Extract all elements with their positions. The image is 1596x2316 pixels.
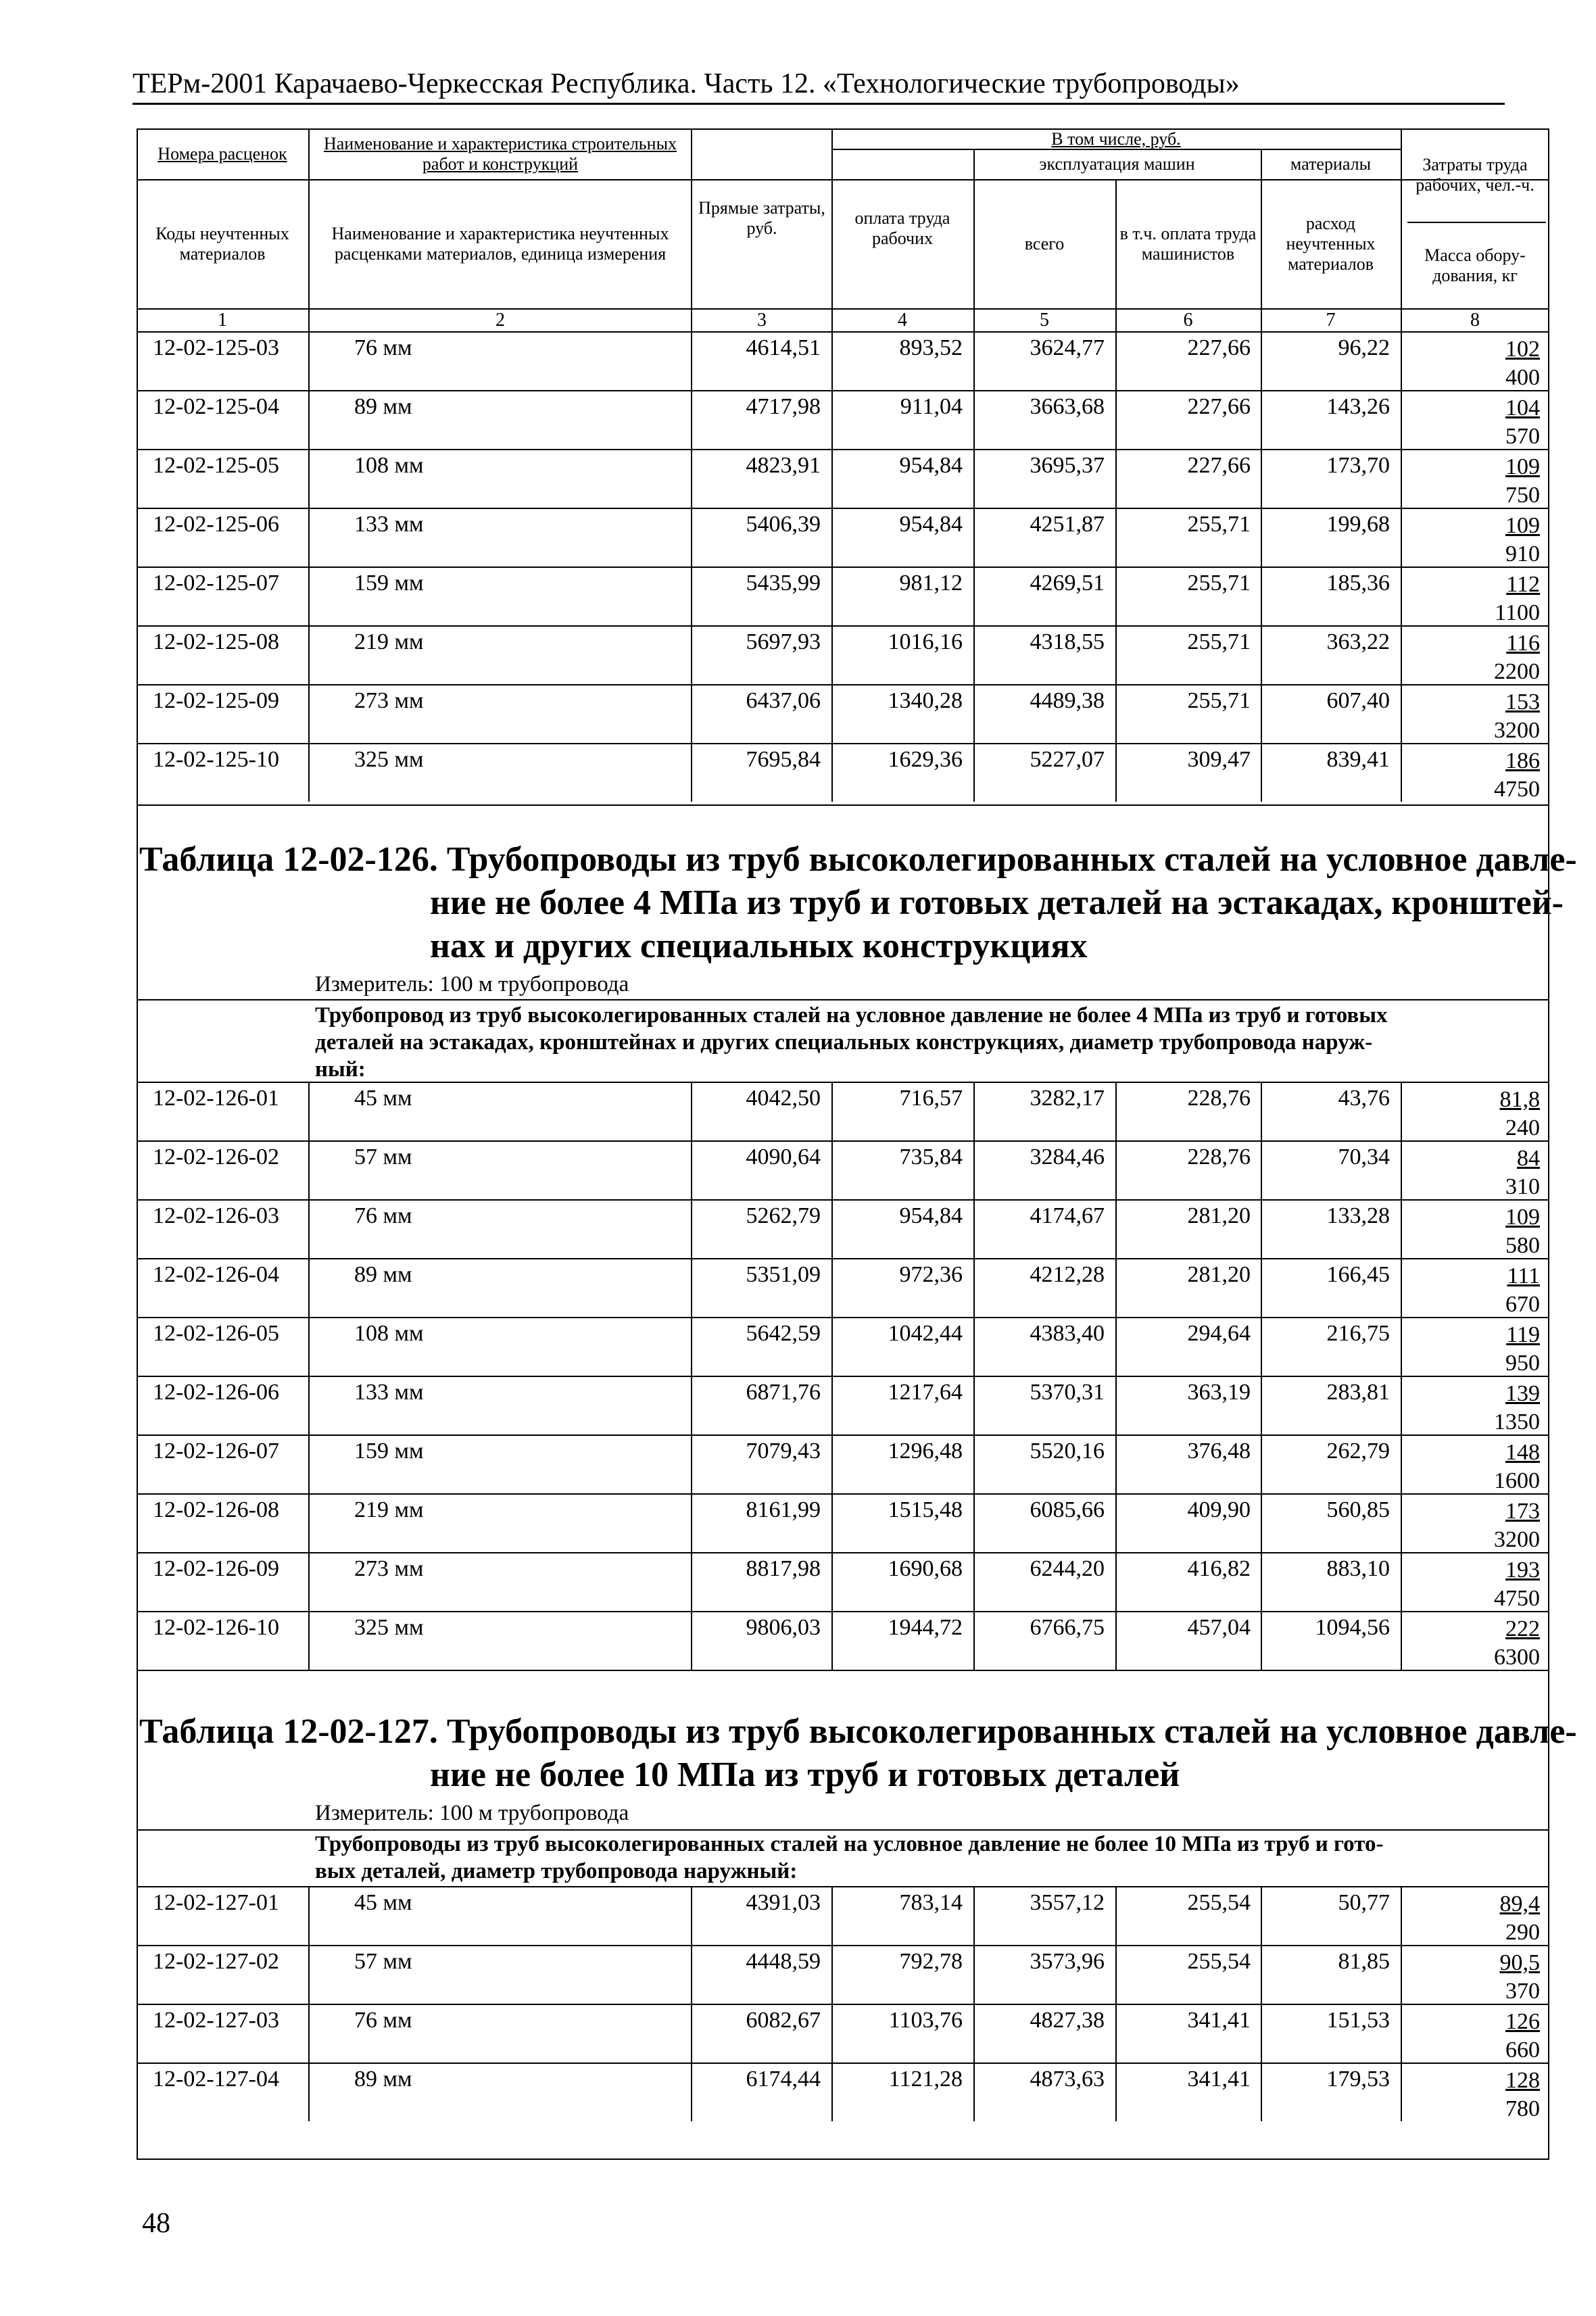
item-name: 89 мм <box>354 1262 412 1287</box>
table-126-group-line-3: ный: <box>315 1057 366 1082</box>
item-name: 108 мм <box>354 1321 424 1346</box>
value-mach: 3663,68 <box>1030 394 1105 419</box>
value-direct: 8161,99 <box>746 1497 821 1522</box>
mass-value: 670 <box>1505 1292 1540 1317</box>
item-name: 57 мм <box>354 1949 412 1974</box>
value-direct: 8817,98 <box>746 1556 821 1581</box>
mass-value: 910 <box>1505 541 1540 566</box>
labor-mass-cell <box>1505 1203 1540 1260</box>
value-mat: 363,22 <box>1326 629 1390 654</box>
item-name: 76 мм <box>354 335 412 360</box>
rate-code: 12-02-125-10 <box>153 747 279 772</box>
item-name: 159 мм <box>354 571 424 596</box>
value-mach: 4269,51 <box>1030 571 1105 596</box>
row-divider <box>137 1434 1549 1436</box>
value-direct: 4090,64 <box>746 1144 821 1169</box>
hdr-col2-top: Наименование и характеристика строительных работ и конструкций <box>323 134 677 174</box>
rate-code: 12-02-126-10 <box>153 1615 279 1640</box>
value-wages: 954,84 <box>899 512 963 537</box>
value-mach: 4318,55 <box>1030 629 1105 654</box>
table-127-meter: Измеритель: 100 м трубопровода <box>315 1801 629 1825</box>
value-direct: 4448,59 <box>746 1949 821 1974</box>
rate-code: 12-02-125-07 <box>153 571 279 596</box>
value-mach_w: 341,41 <box>1187 2008 1251 2033</box>
value-direct: 4042,50 <box>746 1086 821 1111</box>
item-name: 57 мм <box>354 1144 412 1169</box>
value-direct: 5406,39 <box>746 512 821 537</box>
value-direct: 4391,03 <box>746 1890 821 1915</box>
item-name: 76 мм <box>354 1203 412 1228</box>
rate-code: 12-02-125-05 <box>153 453 279 478</box>
value-mach: 5370,31 <box>1030 1380 1105 1405</box>
value-mat: 883,10 <box>1326 1556 1390 1581</box>
rate-code: 12-02-126-04 <box>153 1262 279 1287</box>
group-bottom-rule <box>137 1082 1549 1083</box>
labor-mass-cell <box>1494 1380 1540 1437</box>
value-mach_w: 294,64 <box>1187 1321 1251 1346</box>
value-wages: 893,52 <box>899 335 963 360</box>
value-direct: 4614,51 <box>746 335 821 360</box>
colnum-6: 6 <box>1183 310 1193 331</box>
rate-code: 12-02-125-09 <box>153 688 279 713</box>
value-direct: 4823,91 <box>746 453 821 478</box>
labor-mass-cell <box>1494 1556 1540 1613</box>
page-header: ТЕРм-2001 Карачаево-Черкесская Республика. Часть 12. «Технологические трубопроводы» <box>132 68 1240 99</box>
colnum-3: 3 <box>757 310 767 331</box>
labor-mass-cell <box>1494 1615 1540 1672</box>
labor-mass-cell <box>1494 747 1540 804</box>
value-mach_w: 227,66 <box>1187 453 1251 478</box>
row-divider <box>137 1140 1549 1142</box>
value-mat: 607,40 <box>1326 688 1390 713</box>
value-mach: 4873,63 <box>1030 2067 1105 2092</box>
value-wages: 1217,64 <box>888 1380 963 1405</box>
value-mat: 70,34 <box>1338 1144 1390 1169</box>
value-mat: 283,81 <box>1326 1380 1390 1405</box>
value-mat: 50,77 <box>1338 1890 1390 1915</box>
value-mach_w: 309,47 <box>1187 747 1251 772</box>
colnum-5: 5 <box>1040 310 1049 331</box>
labor-value: 119 <box>1506 1322 1540 1347</box>
value-mach_w: 416,82 <box>1187 1556 1251 1581</box>
hdr-machines: эксплуатация машин <box>1039 154 1195 174</box>
item-name: 159 мм <box>354 1439 424 1464</box>
mass-value: 950 <box>1505 1351 1540 1376</box>
labor-value: 102 <box>1505 337 1540 362</box>
labor-mass-cell <box>1505 2067 1540 2123</box>
rate-code: 12-02-126-01 <box>153 1086 279 1111</box>
labor-value: 173 <box>1505 1499 1540 1524</box>
row-divider <box>137 390 1549 391</box>
table-126-group-line-1: Трубопровод из труб высоколегированных сталей на условное давление не более 4 МПа из труб и готовых <box>315 1003 1388 1028</box>
value-mach_w: 255,54 <box>1187 1949 1251 1974</box>
hdr-col1-top: Номера расценок <box>158 144 287 164</box>
row-divider <box>137 743 1549 744</box>
mass-value: 570 <box>1505 424 1540 449</box>
labor-mass-cell <box>1494 688 1540 745</box>
table-127-group-line-1: Трубопроводы из труб высоколегированных сталей на условное давление не более 10 МПа из труб и гото- <box>315 1832 1384 1856</box>
value-direct: 6174,44 <box>746 2067 821 2092</box>
value-wages: 1944,72 <box>888 1615 963 1640</box>
mass-value: 290 <box>1505 1920 1540 1945</box>
labor-value: 109 <box>1505 454 1540 479</box>
labor-value: 81,8 <box>1499 1087 1540 1112</box>
labor-mass-cell <box>1505 394 1540 451</box>
labor-mass-cell <box>1500 1949 1541 2006</box>
labor-value: 109 <box>1505 513 1540 538</box>
value-mach: 3573,96 <box>1030 1949 1105 1974</box>
labor-mass-cell <box>1500 1086 1541 1142</box>
value-direct: 5351,09 <box>746 1262 821 1287</box>
rate-code: 12-02-125-06 <box>153 512 279 537</box>
value-mach: 3557,12 <box>1030 1890 1105 1915</box>
labor-value: 111 <box>1507 1263 1540 1288</box>
rate-code: 12-02-125-04 <box>153 394 279 419</box>
hdr-materials: материалы <box>1290 154 1372 174</box>
item-name: 45 мм <box>354 1086 412 1111</box>
value-wages: 735,84 <box>899 1144 963 1169</box>
row-divider <box>137 1945 1549 1946</box>
value-mach: 4212,28 <box>1030 1262 1105 1287</box>
labor-mass-cell <box>1494 1439 1540 1495</box>
rate-code: 12-02-127-03 <box>153 2008 279 2033</box>
value-wages: 716,57 <box>899 1086 963 1111</box>
value-mat: 216,75 <box>1326 1321 1390 1346</box>
value-mach: 4489,38 <box>1030 688 1105 713</box>
hdr-machines-total: всего <box>1024 234 1065 254</box>
hdr-direct: Прямые затраты, руб. <box>698 198 825 238</box>
labor-value: 193 <box>1505 1558 1540 1583</box>
table-126-group-line-2: деталей на эстакадах, кронштейнах и других специальных конструкциях, диаметр трубопровода наруж- <box>315 1030 1373 1055</box>
labor-value: 126 <box>1505 2009 1540 2034</box>
value-mach: 3284,46 <box>1030 1144 1105 1169</box>
item-name: 273 мм <box>354 688 424 713</box>
value-wages: 911,04 <box>900 394 963 419</box>
mass-value: 400 <box>1505 365 1540 390</box>
value-mach: 6244,20 <box>1030 1556 1105 1581</box>
rate-code: 12-02-127-04 <box>153 2067 279 2092</box>
value-direct: 6082,67 <box>746 2008 821 2033</box>
row-divider <box>137 2004 1549 2005</box>
value-mat: 173,70 <box>1326 453 1390 478</box>
rate-code: 12-02-126-07 <box>153 1439 279 1464</box>
row-divider <box>137 1317 1549 1318</box>
row-divider <box>137 1258 1549 1259</box>
item-name: 89 мм <box>354 394 412 419</box>
colnum-8: 8 <box>1470 310 1480 331</box>
mass-value: 6300 <box>1494 1645 1540 1670</box>
rate-code: 12-02-126-08 <box>153 1497 279 1522</box>
value-mach: 4251,87 <box>1030 512 1105 537</box>
value-mach_w: 255,71 <box>1187 512 1251 537</box>
value-mach_w: 255,71 <box>1187 629 1251 654</box>
value-wages: 792,78 <box>899 1949 963 1974</box>
row-divider <box>137 508 1549 509</box>
value-mat: 96,22 <box>1338 335 1390 360</box>
value-mach: 3282,17 <box>1030 1086 1105 1111</box>
value-mat: 185,36 <box>1326 571 1390 596</box>
value-mach_w: 376,48 <box>1187 1439 1251 1464</box>
block-bottom-line <box>137 1670 1549 1671</box>
value-mat: 839,41 <box>1326 747 1390 772</box>
mass-value: 1100 <box>1495 600 1540 625</box>
row-divider <box>137 1376 1549 1377</box>
col-divider <box>691 128 692 331</box>
value-mach: 6766,75 <box>1030 1615 1105 1640</box>
item-name: 325 мм <box>354 747 424 772</box>
rate-code: 12-02-127-02 <box>153 1949 279 1974</box>
value-direct: 6871,76 <box>746 1380 821 1405</box>
mass-value: 780 <box>1505 2096 1540 2121</box>
value-mat: 143,26 <box>1326 394 1390 419</box>
value-mach_w: 409,90 <box>1187 1497 1251 1522</box>
value-mat: 43,76 <box>1338 1086 1390 1111</box>
item-name: 76 мм <box>354 2008 412 2033</box>
item-name: 89 мм <box>354 2067 412 2092</box>
table-127-group <box>315 1831 1532 1885</box>
rate-code: 12-02-126-09 <box>153 1556 279 1581</box>
mass-value: 240 <box>1505 1115 1540 1140</box>
value-wages: 1103,76 <box>888 2008 963 2033</box>
value-direct: 5642,59 <box>746 1321 821 1346</box>
value-wages: 1296,48 <box>888 1439 963 1464</box>
labor-mass-cell <box>1505 335 1540 392</box>
table-126-title-2: ние не более 4 МПа из труб и готовых деталей на эстакадах, кронштей- <box>430 884 1564 922</box>
hdr-wages: оплата труда рабочих <box>854 208 950 248</box>
rate-code: 12-02-126-03 <box>153 1203 279 1228</box>
mass-value: 310 <box>1505 1174 1540 1199</box>
colnum-7: 7 <box>1326 310 1336 331</box>
table-126-group <box>315 1002 1532 1083</box>
colnum-1: 1 <box>218 310 227 331</box>
meter-rule <box>137 1829 1549 1831</box>
item-name: 219 мм <box>354 1497 424 1522</box>
table-127-title-2: ние не более 10 МПа из труб и готовых деталей <box>430 1756 1180 1794</box>
value-mach: 3624,77 <box>1030 335 1105 360</box>
value-mach_w: 457,04 <box>1187 1615 1251 1640</box>
mass-value: 4750 <box>1494 777 1540 802</box>
section-rule <box>137 804 1549 806</box>
mass-value: 4750 <box>1494 1586 1540 1611</box>
value-mat: 133,28 <box>1326 1203 1390 1228</box>
value-mach_w: 255,71 <box>1187 571 1251 596</box>
item-name: 325 мм <box>354 1615 424 1640</box>
value-mat: 166,45 <box>1326 1262 1390 1287</box>
meter-rule <box>137 999 1549 1000</box>
value-direct: 5262,79 <box>746 1203 821 1228</box>
value-wages: 1121,28 <box>888 2067 963 2092</box>
hdr-col1-bottom: Коды неучтенных материалов <box>155 224 289 264</box>
value-wages: 1690,68 <box>888 1556 963 1581</box>
value-wages: 954,84 <box>899 1203 963 1228</box>
labor-value: 90,5 <box>1499 1950 1540 1975</box>
value-wages: 1340,28 <box>888 688 963 713</box>
colnum-4: 4 <box>898 310 907 331</box>
item-name: 273 мм <box>354 1556 424 1581</box>
colnum-bottom-line <box>137 331 1549 333</box>
labor-mass-cell <box>1494 1497 1540 1554</box>
row-divider <box>137 2062 1549 2064</box>
value-mat: 81,85 <box>1338 1949 1390 1974</box>
mass-value: 2200 <box>1494 659 1540 684</box>
row-divider <box>137 625 1549 627</box>
labor-value: 139 <box>1505 1381 1540 1406</box>
value-mach_w: 281,20 <box>1187 1262 1251 1287</box>
value-mat: 179,53 <box>1326 2067 1390 2092</box>
row-divider <box>137 1493 1549 1495</box>
hdr-materials-bottom: расход неучтенных материалов <box>1286 214 1376 274</box>
value-mach: 5520,16 <box>1030 1439 1105 1464</box>
value-mat: 262,79 <box>1326 1439 1390 1464</box>
col-divider <box>308 128 310 331</box>
value-direct: 4717,98 <box>746 394 821 419</box>
value-mach_w: 228,76 <box>1187 1086 1251 1111</box>
item-name: 45 мм <box>354 1890 412 1915</box>
item-name: 133 мм <box>354 512 424 537</box>
labor-value: 89,4 <box>1499 1891 1540 1916</box>
value-wages: 954,84 <box>899 453 963 478</box>
value-wages: 1016,16 <box>888 629 963 654</box>
hdr-labor: Затраты труда рабочих, чел.-ч. <box>1416 155 1534 195</box>
row-divider <box>137 566 1549 568</box>
value-direct: 9806,03 <box>746 1615 821 1640</box>
labor-mass-cell <box>1505 1262 1540 1319</box>
hdr-machines-wages: в т.ч. оплата труда машинистов <box>1119 224 1257 264</box>
row-divider <box>137 449 1549 450</box>
labor-value: 104 <box>1505 395 1540 420</box>
rate-code: 12-02-125-08 <box>153 629 279 654</box>
value-mach_w: 363,19 <box>1187 1380 1251 1405</box>
header-rule <box>132 103 1505 105</box>
value-wages: 1042,44 <box>888 1321 963 1346</box>
row-divider <box>137 684 1549 685</box>
rate-code: 12-02-126-06 <box>153 1380 279 1405</box>
labor-mass-cell <box>1505 1321 1540 1378</box>
hdr-mass: Масса обору- дования, кг <box>1424 245 1526 285</box>
table-126-title-1: Таблица 12-02-126. Трубопроводы из труб высоколегированных сталей на условное давле- <box>139 840 1577 879</box>
table-127-group-line-2: вых деталей, диаметр трубопровода наружный: <box>315 1859 798 1883</box>
value-mach_w: 227,66 <box>1187 394 1251 419</box>
labor-value: 153 <box>1505 690 1540 715</box>
mass-value: 660 <box>1505 2037 1540 2062</box>
rate-code: 12-02-126-05 <box>153 1321 279 1346</box>
labor-value: 128 <box>1505 2068 1540 2093</box>
value-mach_w: 341,41 <box>1187 2067 1251 2092</box>
group-bottom-rule <box>137 1886 1549 1887</box>
mass-value: 1350 <box>1494 1409 1540 1434</box>
value-mach_w: 255,54 <box>1187 1890 1251 1915</box>
rate-code: 12-02-127-01 <box>153 1890 279 1915</box>
table-126-meter: Измеритель: 100 м трубопровода <box>315 972 629 996</box>
rate-code: 12-02-126-02 <box>153 1144 279 1169</box>
value-direct: 5697,93 <box>746 629 821 654</box>
mass-value: 3200 <box>1494 718 1540 743</box>
hdr-including: В том числе, руб. <box>1051 129 1181 149</box>
item-name: 133 мм <box>354 1380 424 1405</box>
value-mat: 199,68 <box>1326 512 1390 537</box>
value-mach_w: 227,66 <box>1187 335 1251 360</box>
mass-value: 750 <box>1505 483 1540 508</box>
labor-value: 84 <box>1517 1146 1540 1171</box>
mass-value: 370 <box>1505 1979 1540 2004</box>
row-divider <box>137 1611 1549 1612</box>
value-direct: 5435,99 <box>746 571 821 596</box>
table-127-title-1: Таблица 12-02-127. Трубопроводы из труб высоколегированных сталей на условное давле- <box>139 1712 1577 1751</box>
value-wages: 783,14 <box>899 1890 963 1915</box>
page-number: 48 <box>142 2208 170 2239</box>
value-direct: 7079,43 <box>746 1439 821 1464</box>
labor-mass-cell <box>1500 1890 1541 1947</box>
colnum-2: 2 <box>495 310 505 331</box>
value-wages: 1515,48 <box>888 1497 963 1522</box>
machines-under-line <box>973 179 1401 180</box>
labor-value: 222 <box>1505 1616 1540 1641</box>
hdr-col2-bottom: Наименование и характеристика неучтенных расценками материалов, единица измерения <box>331 224 669 264</box>
labor-mass-cell <box>1505 453 1540 510</box>
value-mat: 1094,56 <box>1315 1615 1390 1640</box>
labor-value: 109 <box>1505 1205 1540 1230</box>
value-mach: 6085,66 <box>1030 1497 1105 1522</box>
value-mat: 560,85 <box>1326 1497 1390 1522</box>
labor-value: 112 <box>1506 572 1540 597</box>
mass-value: 3200 <box>1494 1527 1540 1552</box>
value-mach_w: 228,76 <box>1187 1144 1251 1169</box>
value-mach: 4827,38 <box>1030 2008 1105 2033</box>
value-mach_w: 281,20 <box>1187 1203 1251 1228</box>
table-126-title-3: нах и других специальных конструкциях <box>430 927 1088 965</box>
value-wages: 981,12 <box>899 571 963 596</box>
row-divider <box>137 1552 1549 1553</box>
labor-mass-cell <box>1505 2008 1540 2065</box>
value-mach: 4174,67 <box>1030 1203 1105 1228</box>
value-mach: 4383,40 <box>1030 1321 1105 1346</box>
value-wages: 972,36 <box>899 1262 963 1287</box>
value-wages: 1629,36 <box>888 747 963 772</box>
labor-value: 186 <box>1505 748 1540 773</box>
labor-value: 148 <box>1505 1440 1540 1465</box>
value-direct: 7695,84 <box>746 747 821 772</box>
labor-mass-cell <box>1505 1144 1540 1201</box>
labor-mass-cell <box>1495 571 1540 627</box>
value-mat: 151,53 <box>1326 2008 1390 2033</box>
item-name: 219 мм <box>354 629 424 654</box>
rate-code: 12-02-125-03 <box>153 335 279 360</box>
item-name: 108 мм <box>354 453 424 478</box>
value-mach_w: 255,71 <box>1187 688 1251 713</box>
labor-value: 116 <box>1506 631 1540 656</box>
labor-mass-cell <box>1505 512 1540 569</box>
mass-value: 580 <box>1505 1233 1540 1258</box>
labor-mass-cell <box>1494 629 1540 686</box>
row-divider <box>137 1199 1549 1201</box>
value-mach: 3695,37 <box>1030 453 1105 478</box>
labor-split-line <box>1407 222 1546 223</box>
value-mach: 5227,07 <box>1030 747 1105 772</box>
mass-value: 1600 <box>1494 1468 1540 1493</box>
value-direct: 6437,06 <box>746 688 821 713</box>
